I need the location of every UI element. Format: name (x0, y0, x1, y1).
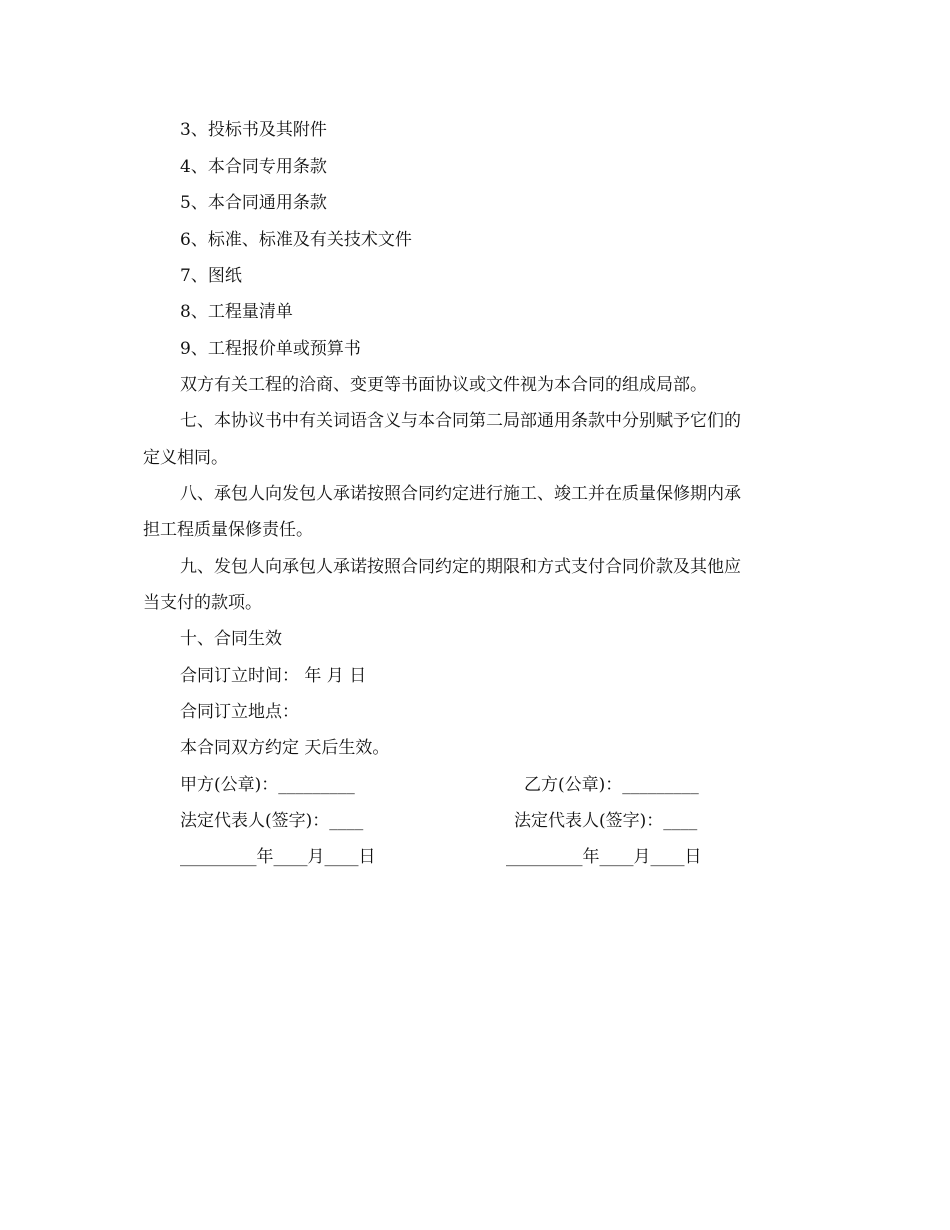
clause-7-line-1: 七、本协议书中有关词语含义与本合同第二局部通用条款中分别赋予它们的 (180, 411, 741, 431)
paragraph-negotiation: 双方有关工程的洽商、变更等书面协议或文件视为本合同的组成局部。 (180, 375, 707, 395)
list-item-5: 5、本合同通用条款 (180, 193, 327, 213)
list-item-4: 4、本合同专用条款 (180, 157, 327, 177)
party-b-seal: 乙方(公章)：_________ (524, 775, 699, 795)
party-a-seal: 甲方(公章)：_________ (180, 775, 355, 795)
list-item-6: 6、标准、标准及有关技术文件 (180, 230, 412, 250)
clause-8-line-2: 担工程质量保修责任。 (143, 520, 313, 540)
clause-8-line-1: 八、承包人向发包人承诺按照合同约定进行施工、竣工并在质量保修期内承 (180, 484, 741, 504)
sign-place: 合同订立地点： (180, 702, 299, 722)
party-b-representative: 法定代表人(签字)：____ (514, 811, 698, 831)
effective-clause: 本合同双方约定 天后生效。 (180, 738, 390, 758)
clause-10-title: 十、合同生效 (180, 629, 282, 649)
list-item-9: 9、工程报价单或预算书 (180, 339, 361, 359)
party-b-date: _________年____月____日 (506, 847, 702, 867)
party-a-representative: 法定代表人(签字)：____ (180, 811, 364, 831)
party-a-date: _________年____月____日 (180, 847, 376, 867)
sign-time: 合同订立时间： 年 月 日 (180, 666, 367, 686)
list-item-7: 7、图纸 (180, 266, 242, 286)
list-item-3: 3、投标书及其附件 (180, 120, 327, 140)
clause-7-line-2: 定义相同。 (143, 448, 228, 468)
list-item-8: 8、工程量清单 (180, 302, 293, 322)
clause-9-line-2: 当支付的款项。 (143, 593, 262, 613)
clause-9-line-1: 九、发包人向承包人承诺按照合同约定的期限和方式支付合同价款及其他应 (180, 557, 741, 577)
